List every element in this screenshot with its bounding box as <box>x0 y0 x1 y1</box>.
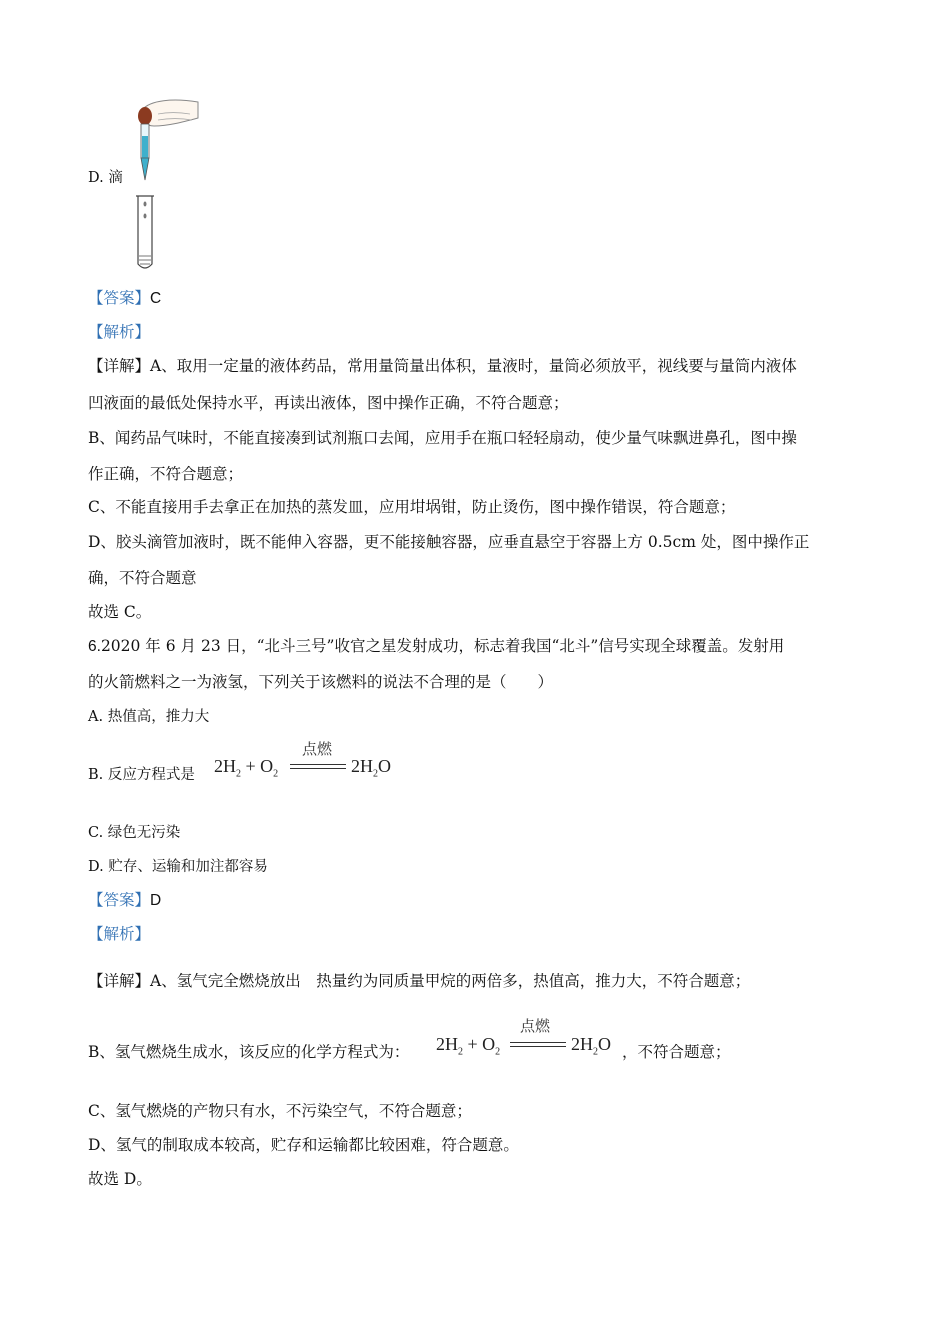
rubber-bulb <box>138 107 152 125</box>
q5-detail-c: C、不能直接用手去拿正在加热的蒸发皿，应用坩埚钳，防止烫伤，图中操作错误，符合题意； <box>88 498 736 516</box>
detail-text: A、氢气完全燃烧放出 热量约为同质量甲烷的两倍多，热值高，推力大，不符合题意； <box>150 972 751 990</box>
equation-equals-sign <box>510 1042 566 1047</box>
q6-detail-b-suffix: ，不符合题意； <box>622 1043 731 1061</box>
stem-text: 2020 年 6 月 23 日，“北斗三号”收官之星发射成功，标志着我国“北斗”信号实现全球覆盖。发射用 <box>100 637 785 655</box>
q6-answer <box>88 890 161 911</box>
q6-detail-d: D、氢气的制取成本较高，贮存和运输都比较困难，符合题意。 <box>88 1136 519 1154</box>
q5-detail-d-2: 确，不符合题意 <box>88 569 197 587</box>
q6-stem-1 <box>88 636 784 657</box>
q6-detail-a <box>88 971 750 991</box>
test-tube <box>138 196 152 268</box>
q6-option-a: A. 热值高，推力大 <box>88 709 210 725</box>
answer-value: C <box>150 290 162 307</box>
q5-option-d: D. 滴 <box>88 170 123 186</box>
answer-value: D <box>150 892 162 909</box>
detail-label: 【详解】 <box>88 357 151 375</box>
q6-detail-c: C、氢气燃烧的产物只有水，不污染空气，不符合题意； <box>88 1102 472 1120</box>
detail-text: A、取用一定量的液体药品，常用量筒量出体积，量液时，量筒必须放平，视线要与量筒内液体 <box>150 357 797 375</box>
q6-detail-b-prefix: B、氢气燃烧生成水，该反应的化学方程式为： <box>88 1043 410 1061</box>
answer-label: 【答案】 <box>88 891 151 909</box>
q5-detail-b-2: 作正确，不符合题意； <box>88 465 244 483</box>
detail-label: 【详解】 <box>88 972 151 990</box>
q5-answer <box>88 288 161 309</box>
equation-condition: 点燃 <box>302 740 333 758</box>
q5-detail-a-1 <box>88 356 797 376</box>
question-number: 6. <box>88 638 101 655</box>
answer-label: 【答案】 <box>88 289 151 307</box>
equation-condition: 点燃 <box>520 1017 551 1035</box>
q6-option-d: D. 贮存、运输和加注都容易 <box>88 859 268 875</box>
equation-lhs: $2H_2 + O_2$ <box>436 1034 501 1058</box>
q5-analysis-label: 【解析】 <box>88 323 151 341</box>
equation-rhs: $2H_2O$ <box>351 756 391 780</box>
q6-option-c: C. 绿色无污染 <box>88 825 181 841</box>
equation-rhs: $2H_2O$ <box>571 1034 611 1058</box>
q5-conclusion: 故选 C。 <box>88 603 152 621</box>
dropper-test-tube-illustration <box>128 96 203 276</box>
q5-detail-d-1: D、胶头滴管加液时，既不能伸入容器，更不能接触容器，应垂直悬空于容器上方 0.5cm 处，图中操作正 <box>88 533 810 551</box>
q6-stem-2: 的火箭燃料之一为液氢，下列关于该燃料的说法不合理的是（ ） <box>88 673 554 691</box>
equation-lhs: $2H_2 + O_2$ <box>214 756 279 780</box>
q5-detail-b-1: B、闻药品气味时，不能直接凑到试剂瓶口去闻，应用手在瓶口轻轻扇动，使少量气味飘进鼻孔，图中操 <box>88 429 797 447</box>
q6-conclusion: 故选 D。 <box>88 1170 152 1188</box>
q6-option-b: B. 反应方程式是 <box>88 767 195 783</box>
equation-equals-sign <box>290 764 346 769</box>
q6-analysis-label: 【解析】 <box>88 925 151 943</box>
q5-detail-a-2: 凹液面的最低处保持水平，再读出液体，图中操作正确，不符合题意； <box>88 394 569 412</box>
